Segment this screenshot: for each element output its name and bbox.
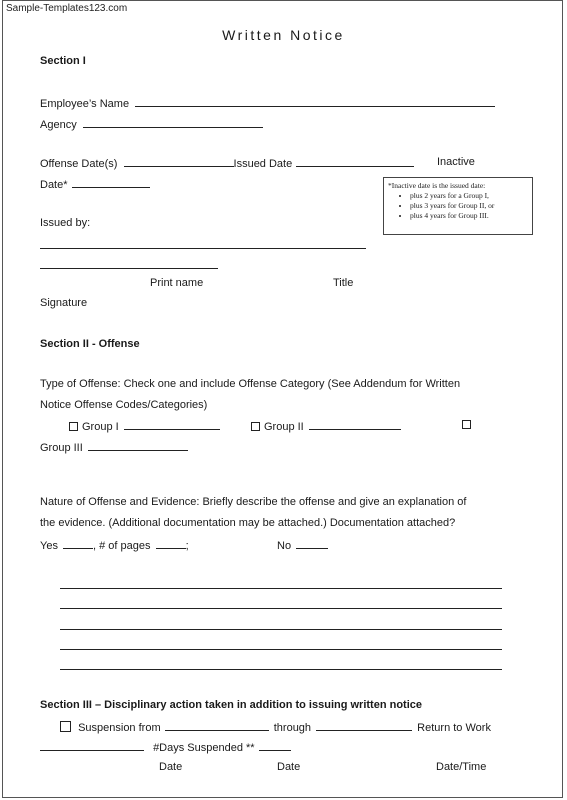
type-of-offense-line-1: Type of Offense: Check one and include Offense Category (See Addendum for Written (40, 378, 461, 390)
return-to-work-field[interactable] (40, 740, 144, 751)
days-suspended-row (40, 740, 291, 754)
note-box-heading: *Inactive date is the issued date: (388, 181, 486, 190)
print-name-label: Print name (150, 277, 204, 289)
group-2-checkbox[interactable] (251, 422, 260, 431)
issued-date-field[interactable] (296, 156, 414, 167)
agency-row (40, 117, 263, 131)
note-box-list (388, 191, 528, 221)
note-box-item: • plus 3 years for Group II, or (410, 201, 528, 211)
inactive-date-field[interactable] (72, 177, 150, 188)
yes-field[interactable] (63, 538, 93, 549)
suspension-through-field[interactable] (316, 720, 412, 731)
group-3-field[interactable] (88, 440, 188, 451)
group-1-label: Group I (82, 421, 119, 433)
offense-description-line[interactable] (60, 588, 502, 589)
title-label: Title (333, 277, 354, 289)
section-2-heading: Section II - Offense (40, 338, 140, 350)
site-watermark: Sample-Templates123.com (6, 3, 128, 14)
group-2-label: Group II (264, 421, 304, 433)
offense-description-line[interactable] (60, 649, 502, 650)
date-caption-2: Date (277, 761, 301, 773)
section-3-heading: Section III – Disciplinary action taken in addition to issuing written notice (40, 699, 423, 711)
suspension-from-field[interactable] (165, 720, 269, 731)
issued-by-label: Issued by: (40, 217, 91, 229)
nature-of-offense-line-2: the evidence. (Additional documentation may be attached.) Documentation attached? (40, 517, 456, 529)
through-label: through (273, 722, 312, 734)
days-suspended-label: #Days Suspended ** (153, 742, 255, 754)
offense-dates-field[interactable] (124, 156, 234, 167)
pages-label: , # of pages (93, 540, 151, 552)
offense-dates-label: Offense Date(s) (40, 158, 118, 170)
agency-field[interactable] (83, 117, 263, 128)
agency-label: Agency (40, 119, 77, 131)
no-label: No (277, 540, 292, 552)
group-1-field[interactable] (124, 419, 220, 430)
document-page (2, 0, 563, 798)
group-2-field[interactable] (309, 419, 401, 430)
documentation-row (40, 538, 189, 552)
signature-label: Signature (40, 297, 88, 309)
suspension-row (60, 720, 491, 734)
group-1-checkbox[interactable] (69, 422, 78, 431)
employee-name-row (40, 96, 495, 110)
pages-semicolon: ; (185, 540, 189, 552)
offense-description-line[interactable] (60, 669, 502, 670)
issued-by-name-line[interactable] (40, 248, 366, 249)
suspension-from-label: Suspension from (78, 722, 161, 734)
date-label: Date* (40, 179, 68, 191)
yes-label: Yes (40, 540, 58, 552)
offense-description-line[interactable] (60, 608, 502, 609)
type-of-offense-line-2: Notice Offense Codes/Categories) (40, 399, 208, 411)
note-box-item: • plus 2 years for a Group I, (410, 191, 528, 201)
issued-date-label: Issued Date (233, 158, 293, 170)
pages-field[interactable] (156, 538, 186, 549)
group-3-option (40, 440, 188, 454)
inactive-date-note-box (383, 177, 533, 235)
inactive-date-row (40, 177, 150, 191)
offense-dates-row (40, 156, 414, 170)
document-title: Written Notice (222, 27, 345, 43)
group-2-option (251, 419, 401, 433)
date-time-caption: Date/Time (436, 761, 487, 773)
section-1-heading: Section I (40, 55, 86, 67)
suspension-checkbox[interactable] (60, 721, 71, 732)
no-row (277, 538, 328, 552)
nature-of-offense-line-1: Nature of Offense and Evidence: Briefly describe the offense and give an explanation of (40, 496, 467, 508)
group-1-option (69, 419, 220, 433)
date-caption-1: Date (159, 761, 183, 773)
note-box-item: • plus 4 years for Group III. (410, 211, 528, 221)
inactive-label: Inactive (437, 156, 475, 168)
offense-description-line[interactable] (60, 629, 502, 630)
issued-by-signature-line[interactable] (40, 268, 218, 269)
employee-name-field[interactable] (135, 96, 495, 107)
no-field[interactable] (296, 538, 328, 549)
group-3-checkbox[interactable] (462, 420, 471, 429)
days-suspended-field[interactable] (259, 740, 291, 751)
group-3-label: Group III (40, 442, 83, 454)
employee-name-label: Employee’s Name (40, 98, 130, 110)
group-3-checkbox-wrap (462, 419, 475, 431)
return-to-work-label: Return to Work (417, 722, 491, 734)
